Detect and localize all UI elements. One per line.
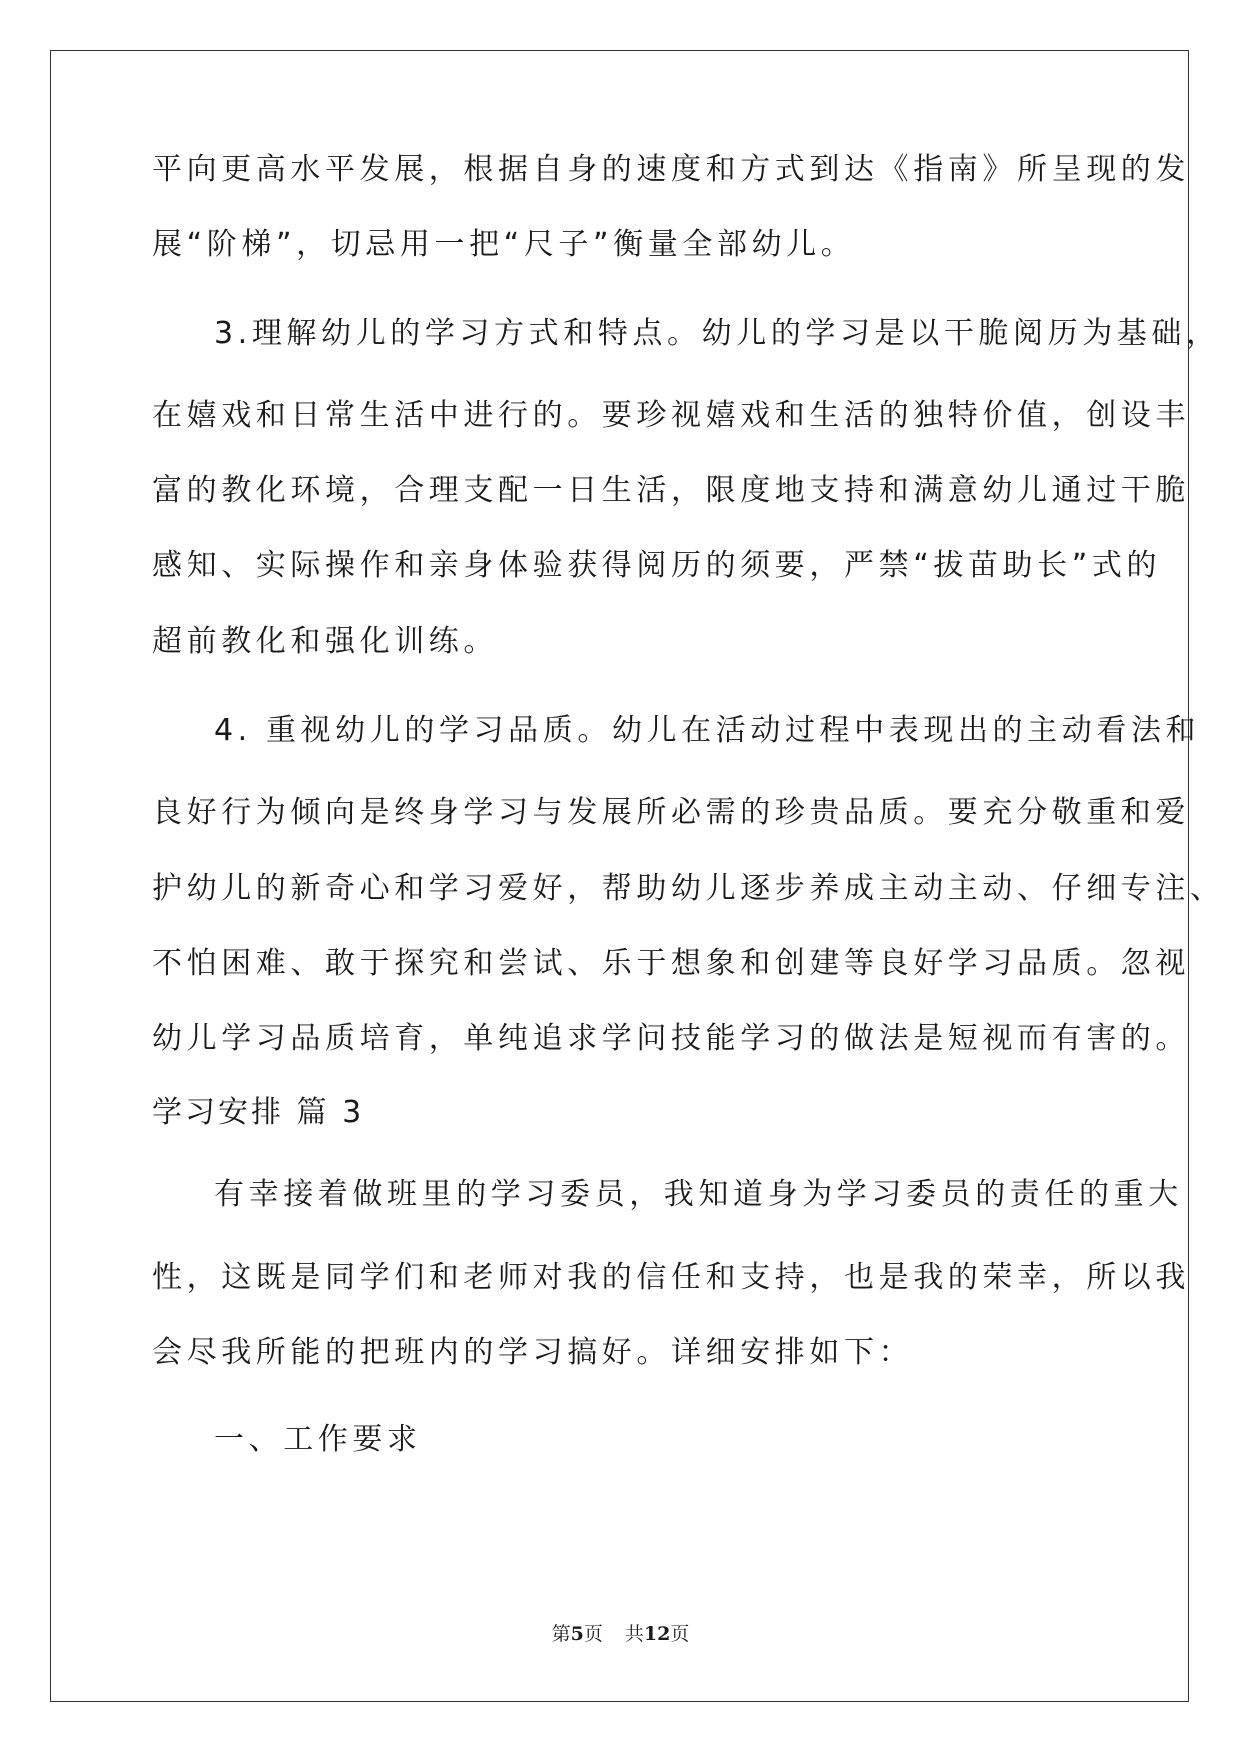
footer-total-number: 12 [643,1623,671,1645]
footer-total-suffix: 页 [670,1623,690,1645]
text-line: 不怕困难、敢于探究和尝试、乐于想象和创建等良好学习品质。忽视 [152,946,1190,981]
text-line: 幼儿学习品质培育，单纯追求学问技能学习的做法是短视而有害的。 [152,1021,1190,1056]
text-line: 护幼儿的新奇心和学习爱好，帮助幼儿逐步养成主动主动、仔细专注、 [152,871,1225,906]
text-line: 有幸接着做班里的学习委员，我知道身为学习委员的责任的重大 [214,1177,1183,1212]
footer-page-suffix: 页 [583,1623,603,1645]
sub-heading: 一、工作要求 [214,1422,422,1457]
text-line: 感知、实际操作和亲身体验获得阅历的须要，严禁“拔苗助长”式的 [152,548,1162,583]
text-line: 平向更高水平发展，根据自身的速度和方式到达《指南》所呈现的发 [152,152,1190,187]
footer-page-prefix: 第 [551,1623,571,1645]
text-line: 良好行为倾向是终身学习与发展所必需的珍贵品质。要充分敬重和爱 [152,795,1190,830]
text-line: 3.理解幼儿的学习方式和特点。幼儿的学习是以干脆阅历为基础， [214,316,1221,351]
footer-page-number: 5 [570,1623,584,1645]
page-footer [0,1622,1241,1646]
text-line: 性，这既是同学们和老师对我的信任和支持，也是我的荣幸，所以我 [152,1260,1190,1295]
text-line: 超前教化和强化训练。 [152,624,498,659]
text-line: 4. 重视幼儿的学习品质。幼儿在活动过程中表现出的主动看法和 [214,713,1201,748]
section-heading: 学习安排 篇 3 [152,1095,365,1130]
text-line: 在嬉戏和日常生活中进行的。要珍视嬉戏和生活的独特价值，创设丰 [152,398,1190,433]
text-line: 展“阶梯”，切忌用一把“尺子”衡量全部幼儿。 [152,227,856,262]
footer-total-prefix: 共 [624,1623,644,1645]
text-line: 富的教化环境，合理支配一日生活，限度地支持和满意幼儿通过干脆 [152,473,1190,508]
text-line: 会尽我所能的把班内的学习搞好。详细安排如下： [152,1335,914,1370]
